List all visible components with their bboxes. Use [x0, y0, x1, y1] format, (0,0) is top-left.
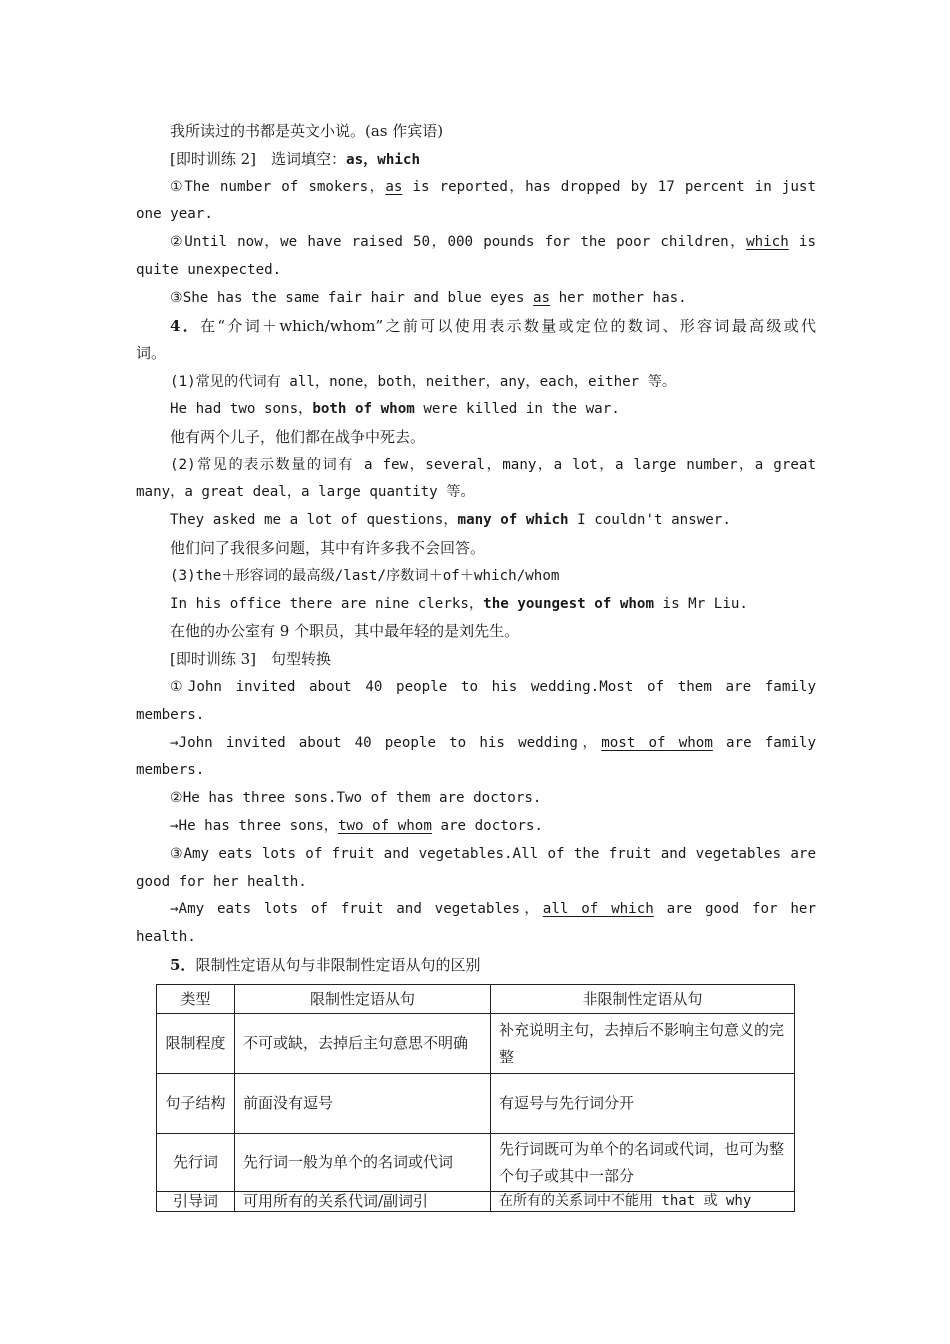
answer-1: as	[385, 178, 403, 195]
rewrite-answer-1: most of whom	[601, 734, 713, 751]
translation-3: 在他的办公室有 9 个职员，其中最年轻的是刘先生。	[170, 622, 520, 641]
table-cell: 不可或缺，去掉后主句意思不明确	[235, 1014, 491, 1074]
table-cell: 前面没有逗号	[235, 1074, 491, 1134]
rewrite-3-line-1: ③Amy eats lots of fruit and vegetables.All of the fruit and vegetables are	[170, 845, 816, 862]
question-3: ③She has the same fair hair and blue eyes as her mother has.	[170, 289, 687, 306]
answer-2: which	[746, 234, 789, 251]
rewrite-answer-3: all of which	[542, 901, 654, 918]
question-1-line-2: one year.	[136, 206, 213, 223]
table-row	[157, 1014, 795, 1074]
table-cell: 先行词	[157, 1134, 235, 1192]
point-3: (3)the＋形容词的最高级/last/序数词＋of＋which/whom	[170, 567, 560, 584]
rewrite-3-answer-line-2: health.	[136, 929, 196, 946]
rewrite-1-line-1: ①John invited about 40 people to his wedding.Most of them are family	[170, 678, 816, 695]
table-cell: 引导词	[157, 1192, 235, 1212]
table-cell: 限制程度	[157, 1014, 235, 1074]
rewrite-3-answer-line: →Amy eats lots of fruit and vegetables，all of which are good for her	[170, 901, 816, 918]
drill-3-heading: [即时训练 3] 句型转换	[170, 650, 332, 669]
table-cell: 可用所有的关系代词/副词引	[235, 1192, 491, 1212]
document-body	[136, 118, 816, 980]
table-cell: 在所有的关系词中不能用 that 或 why	[491, 1192, 795, 1212]
comparison-table	[156, 984, 795, 1212]
question-2-line-2: quite unexpected.	[136, 261, 282, 278]
table-cell: 有逗号与先行词分开	[491, 1074, 795, 1134]
rewrite-2-answer-line: →He has three sons，two of whom are doctors.	[170, 817, 543, 834]
section-5-title: 5．限制性定语从句与非限制性定语从句的区别	[170, 955, 481, 974]
example-translation: 我所读过的书都是英文小说。(as 作宾语)	[170, 122, 444, 140]
table-cell: 补充说明主句，去掉后不影响主句意义的完整	[491, 1014, 795, 1074]
rewrite-2-line-1: ②He has three sons.Two of them are doctors.	[170, 790, 542, 807]
drill-2-heading: [即时训练 2] 选词填空：as，which	[170, 149, 421, 168]
rewrite-answer-2: two of whom	[337, 817, 432, 834]
translation-2: 他们问了我很多问题，其中有许多我不会回答。	[170, 538, 486, 557]
question-1-line-1: ①The number of smokers，as is reported，has dropped by 17 percent in just	[170, 178, 817, 195]
table-cell: 先行词既可为单个的名词或代词，也可为整个句子或其中一部分	[491, 1134, 795, 1192]
table-cell: 先行词一般为单个的名词或代词	[235, 1134, 491, 1192]
example-3: In his office there are nine clerks，the youngest of whom is Mr Liu.	[170, 595, 748, 612]
section-4-title: 4．在“介词＋which/whom”之前可以使用表示数量或定位的数词、形容词最高级或代	[170, 316, 817, 335]
table-header: 非限制性定语从句	[491, 985, 795, 1014]
table-header-row	[157, 985, 795, 1014]
answer-3: as	[532, 289, 551, 306]
example-2: They asked me a lot of questions，many of which I couldn't answer.	[170, 512, 731, 529]
section-4-title-cont: 词。	[136, 344, 167, 363]
table-row	[157, 1134, 795, 1192]
rewrite-1-line-2: members.	[136, 706, 205, 723]
table-header: 类型	[157, 985, 235, 1014]
point-2-line-2: many，a great deal，a large quantity 等。	[136, 484, 475, 501]
rewrite-1-answer-line-2: members.	[136, 762, 205, 779]
question-2-line-1: ②Until now，we have raised 50，000 pounds for the poor children，which is	[170, 234, 816, 251]
table-header: 限制性定语从句	[235, 985, 491, 1014]
example-1: He had two sons，both of whom were killed in the war.	[170, 400, 620, 417]
table-row	[157, 1074, 795, 1134]
point-1: (1)常见的代词有 all，none，both，neither，any，each，either 等。	[170, 374, 677, 391]
rewrite-3-line-2: good for her health.	[136, 873, 307, 890]
translation-1: 他有两个儿子，他们都在战争中死去。	[170, 427, 426, 446]
point-2-line-1: (2)常见的表示数量的词有 a few，several，many，a lot，a large number，a great	[170, 456, 816, 473]
rewrite-1-answer-line: →John invited about 40 people to his wedding，most of whom are family	[170, 734, 816, 751]
table-row	[157, 1192, 795, 1212]
table-cell: 句子结构	[157, 1074, 235, 1134]
